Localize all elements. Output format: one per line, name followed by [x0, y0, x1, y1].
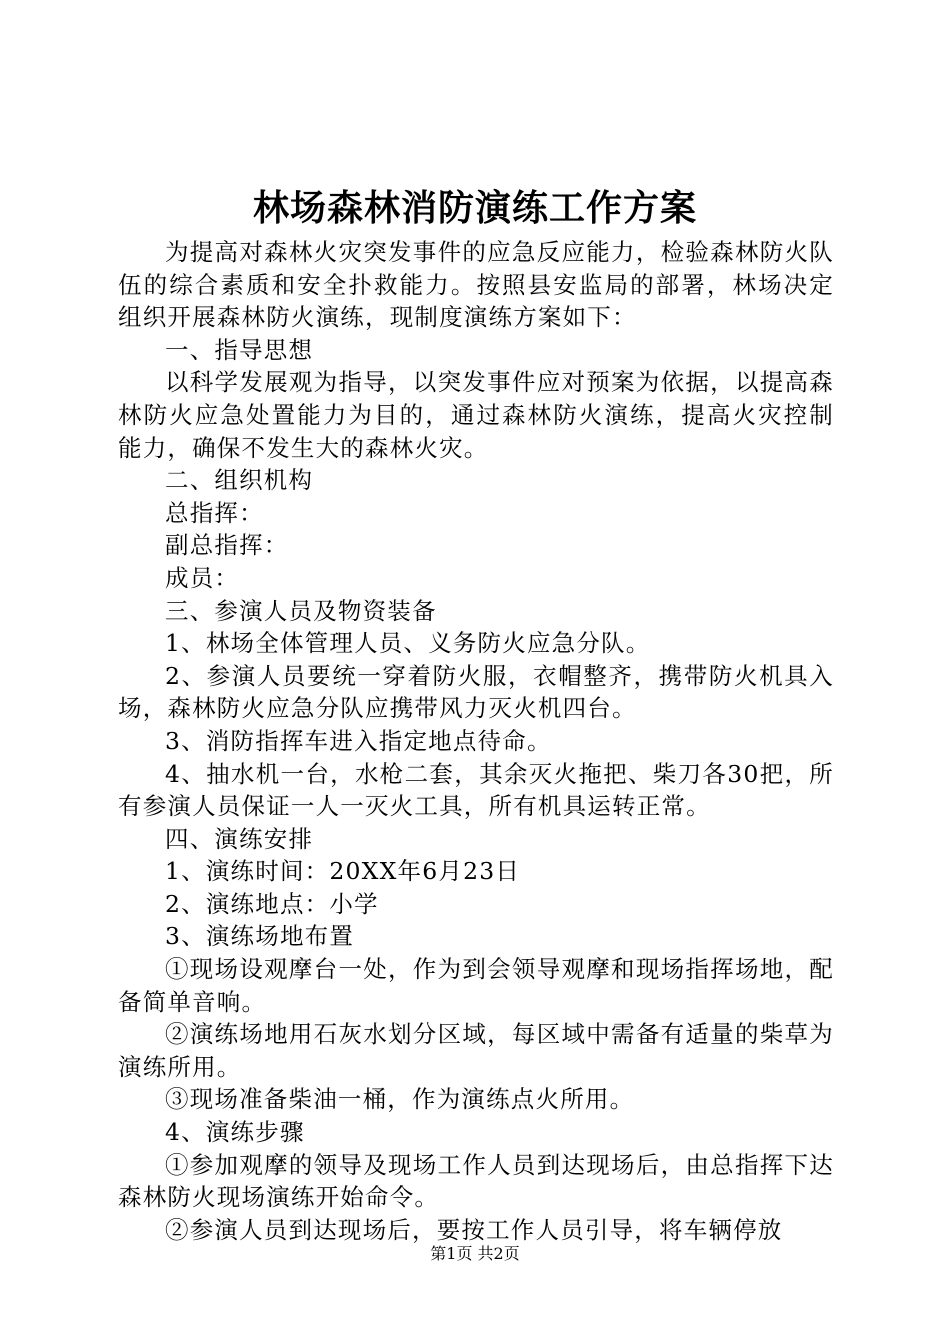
personnel-item-1: 1、林场全体管理人员、义务防火应急分队。	[165, 629, 651, 658]
arrangement-location: 2、演练地点：小学	[165, 889, 379, 918]
document-body	[118, 236, 834, 1246]
personnel-item-3: 3、消防指挥车进入指定地点待命。	[165, 726, 552, 755]
deputy-commander-line: 副总指挥：	[165, 531, 289, 560]
personnel-item-4: 4、抽水机一台，水枪二套，其余灭火拖把、柴刀各30把，所有参演人员保证一人一灭火工具，所有机具运转正常。	[118, 759, 834, 821]
personnel-item-2: 2、参演人员要统一穿着防火服，衣帽整齐，携带防火机具入场，森林防火应急分队应携带风力灭火机四台。	[118, 661, 834, 723]
section-heading-personnel-equipment: 三、参演人员及物资装备	[165, 596, 437, 625]
steps-item-1: ①参加观摩的领导及现场工作人员到达现场后，由总指挥下达森林防火现场演练开始命令。	[118, 1150, 834, 1212]
site-layout-item-1: ①现场设观摩台一处，作为到会领导观摩和现场指挥场地，配备简单音响。	[118, 955, 834, 1016]
guiding-ideology-paragraph: 以科学发展观为指导，以突发事件应对预案为依据，以提高森林防火应急处置能力为目的，通过森林防火演练，提高火灾控制能力，确保不发生大的森林火灾。	[118, 368, 834, 462]
arrangement-site-layout: 3、演练场地布置	[165, 922, 355, 951]
document-title: 林场森林消防演练工作方案	[252, 188, 697, 229]
section-heading-organization: 二、组织机构	[165, 466, 314, 495]
section-heading-arrangement: 四、演练安排	[165, 824, 314, 853]
arrangement-steps: 4、演练步骤	[165, 1118, 305, 1147]
site-layout-item-3: ③现场准备柴油一桶，作为演练点火所用。	[165, 1085, 635, 1114]
page-footer: 第1页 共2页	[430, 1244, 520, 1263]
commander-line: 总指挥：	[165, 498, 264, 527]
steps-item-2: ②参演人员到达现场后，要按工作人员引导，将车辆停放	[165, 1215, 783, 1244]
site-layout-item-2: ②演练场地用石灰水划分区域，每区域中需备有适量的柴草为演练所用。	[118, 1020, 834, 1081]
section-heading-guiding-ideology: 一、指导思想	[165, 335, 314, 364]
arrangement-time: 1、演练时间：20XX年6月23日	[165, 857, 521, 886]
members-line: 成员：	[165, 563, 240, 592]
intro-paragraph: 为提高对森林火灾突发事件的应急反应能力，检验森林防火队伍的综合素质和安全扑救能力。按照县安监局的部署，林场决定组织开展森林防火演练，现制度演练方案如下：	[118, 238, 834, 332]
